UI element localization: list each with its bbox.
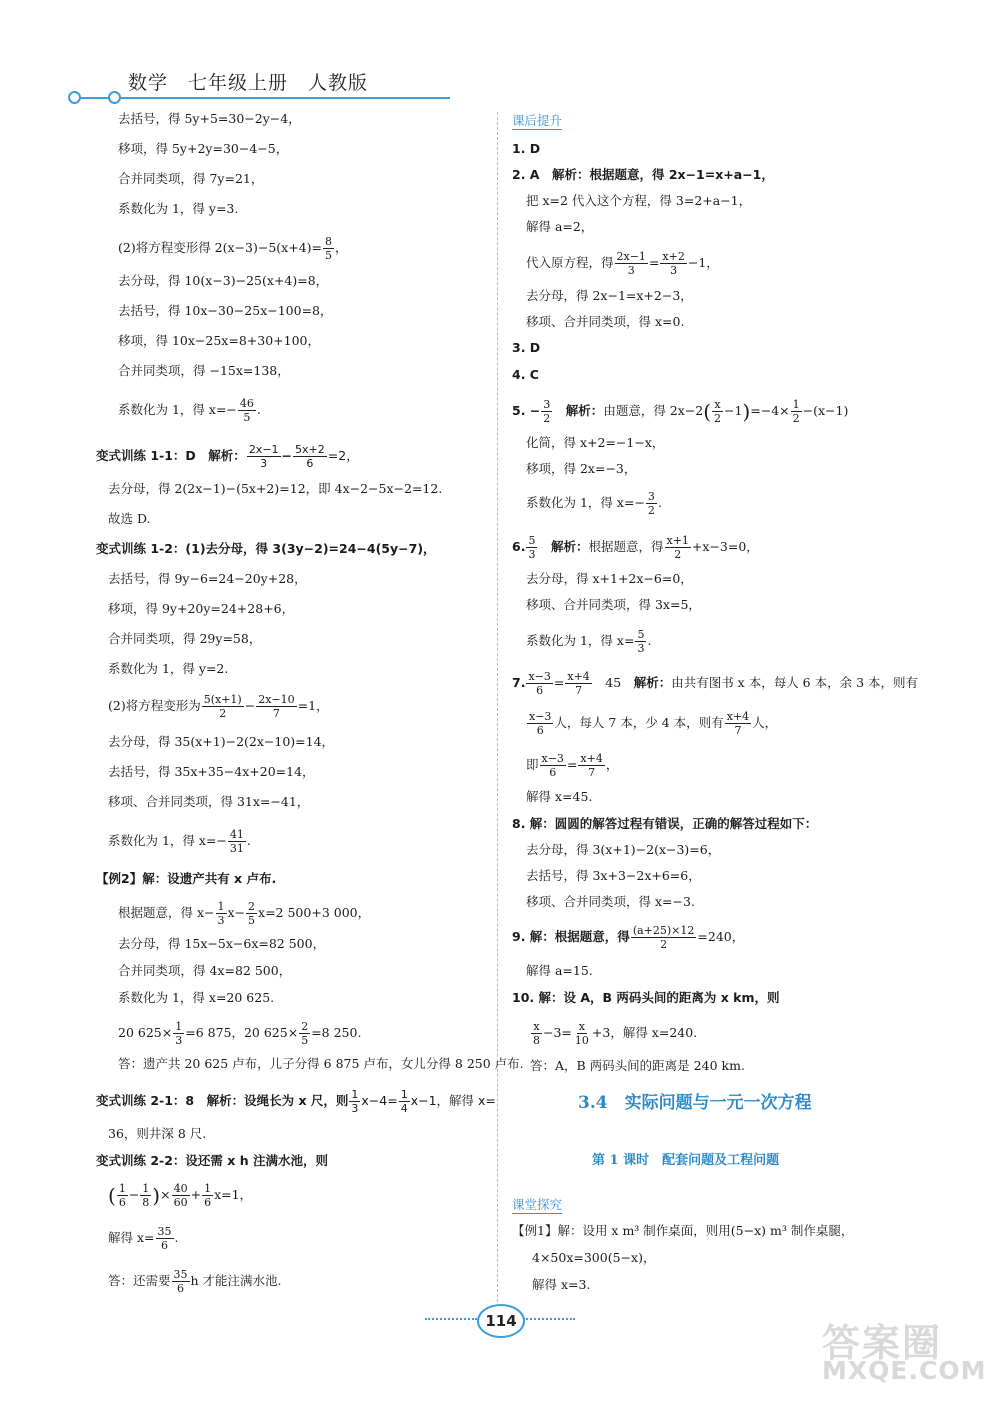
line: 系数化为 1，得 x=20 625. — [118, 990, 275, 1005]
line: 去括号，得 10x−30−25x−100=8， — [118, 303, 333, 318]
line: 根据题意，得 x− $\frac{1}{3}$ x− $\frac{2}{5}$ x=2 500+3 000， — [118, 900, 371, 927]
line: 20 625× $\frac{1}{3}$ =6 875，20 625× $\frac{2}{5}$ =8 250. — [118, 1020, 362, 1047]
page-number: 114 — [477, 1304, 525, 1338]
text: 系数化为 1，得 x= — [526, 633, 635, 648]
line: 去括号，得 35x+35−4x+20=14， — [108, 764, 315, 779]
line: 7. $\frac{x-3}{6}$ = $\frac{x+4}{7}$ 45 解析：由共有图书 x 本，每人 6 本，余 3 本，则有 — [512, 670, 918, 697]
text: 代入原方程，得 — [526, 255, 614, 270]
line: 变式训练 2-2：设还需 x h 注满水池，则 — [96, 1153, 328, 1168]
text: 5. − — [512, 403, 541, 418]
line: 合并同类项，得 29y=58， — [108, 631, 262, 646]
line: 去分母，得 2x−1=x+2−3， — [526, 288, 693, 303]
footer-dots-right — [523, 1318, 575, 1320]
line: 系数化为 1，得 y=3. — [118, 201, 239, 216]
footer-dots-left — [425, 1318, 477, 1320]
text: 答：还需要 — [108, 1273, 171, 1288]
line: 系数化为 1，得 y=2. — [108, 661, 229, 676]
section-title: 3.4 实际问题与一元一次方程 — [578, 1093, 812, 1113]
line: 变式训练 2-1：8 解析：设绳长为 x 尺，则 $\frac{1}{3}$ x−4= $\frac{1}{4}$ x−1，解得 x= — [96, 1088, 496, 1115]
line: 去分母，得 2(2x−1)−(5x+2)=12，即 4x−2−5x−2=12. — [108, 481, 443, 496]
line: 10. 解：设 A，B 两码头间的距离为 x km，则 — [512, 990, 780, 1005]
line: 移项，得 2x=−3， — [526, 461, 637, 476]
line: 8. 解：圆圆的解答过程有错误，正确的解答过程如下： — [512, 816, 818, 831]
section-tag: 课后提升 — [512, 113, 563, 128]
line: 变式训练 1-2：(1)去分母，得 3(3y−2)=24−4(5y−7)， — [96, 541, 436, 556]
line: 1. D — [512, 141, 541, 156]
line: 36，则井深 8 尺. — [108, 1126, 207, 1141]
text: 变式训练 2-1：8 解析：设绳长为 x 尺，则 — [96, 1093, 349, 1108]
watermark-top: 答案圈 — [822, 1321, 943, 1365]
line: 去括号，得 5y+5=30−2y−4， — [118, 111, 301, 126]
line: 化简，得 x+2=−1−x， — [526, 435, 665, 450]
text: 系数化为 1，得 x=− — [526, 495, 645, 510]
line: 系数化为 1，得 x=− $\frac{41}{31}$ . — [108, 828, 251, 855]
line: 4×50x=300(5−x)， — [532, 1250, 656, 1265]
text: 系数化为 1，得 x=− — [118, 402, 237, 417]
line: 3. D — [512, 340, 541, 355]
text: 根据题意，得 x− — [118, 905, 215, 920]
watermark — [822, 1312, 987, 1385]
line: 移项、合并同类项，得 31x=−41， — [108, 794, 310, 809]
line: 6. $\frac{5}{3}$ 解析：根据题意，得 $\frac{x+1}{2}$ +x−3=0， — [512, 534, 759, 561]
line: 答：A，B 两码头间的距离是 240 km. — [530, 1058, 745, 1073]
line: 系数化为 1，得 x=− $\frac{3}{2}$ . — [526, 490, 662, 517]
line: 解得 a=15. — [526, 963, 593, 978]
line: 去分母，得 15x−5x−6x=82 500， — [118, 936, 326, 951]
line: 移项，得 10x−25x=8+30+100， — [118, 333, 320, 348]
watermark-bottom: MXQE.COM — [822, 1356, 987, 1385]
column-divider — [497, 112, 498, 1302]
line: 去分母，得 35(x+1)−2(2x−10)=14， — [108, 734, 335, 749]
lesson-title: 第 1 课时 配套问题及工程问题 — [592, 1153, 780, 1168]
line: 代入原方程，得 $\frac{2x-1}{3}$ = $\frac{x+2}{3}$ −1， — [526, 250, 719, 277]
line: 去分母，得 3(x+1)−2(x−3)=6， — [526, 842, 721, 857]
line: 5. − $\frac{3}{2}$ 解析：由题意，得 2x−2( $\frac{x}{2}$ −1)=−4× $\frac{1}{2}$ −(x−1) — [512, 398, 849, 425]
line: ( $\frac{1}{6}$ − $\frac{1}{8}$ )× $\frac{40}{60}$ + $\frac{1}{6}$ x=1， — [108, 1182, 253, 1209]
line: 去分母，得 10(x−3)−25(x+4)=8， — [118, 273, 329, 288]
line: 变式训练 1-1：D 解析： $\frac{2x-1}{3}$ − $\frac{5x+2}{6}$ =2， — [96, 443, 359, 470]
line: $\frac{x}{8}$ −3= $\frac{x}{10}$ +3，解得 x=240. — [533, 1020, 698, 1047]
line: 2. A 解析：根据题意，得 2x−1=x+a−1， — [512, 167, 774, 182]
text: 即 — [526, 757, 539, 772]
line: 把 x=2 代入这个方程，得 3=2+a−1， — [526, 193, 752, 208]
section-tag: 课堂探究 — [512, 1197, 563, 1212]
line: 解得 x=3. — [532, 1277, 591, 1292]
text: 解得 x= — [108, 1230, 155, 1245]
text: 6. — [512, 539, 526, 554]
line: 4. C — [512, 367, 539, 382]
line: 去括号，得 9y−6=24−20y+28， — [108, 571, 307, 586]
line: 合并同类项，得 −15x=138， — [118, 363, 290, 378]
line: 答：还需要 $\frac{35}{6}$ h 才能注满水池. — [108, 1268, 282, 1295]
header-dot-right — [108, 91, 121, 104]
text: (2)将方程变形得 2(x−3)−5(x+4)= — [118, 240, 322, 255]
line: 解得 x=45. — [526, 789, 593, 804]
page-number-footer — [425, 1300, 575, 1340]
line: 9. 解：根据题意，得 $\frac{(a+25)\times 12}{2}$ =240， — [512, 924, 745, 951]
line: 答：遗产共 20 625 卢布，儿子分得 6 875 卢布，女儿分得 8 250 卢布. — [118, 1056, 524, 1071]
line: 【例2】解：设遗产共有 x 卢布. — [96, 871, 277, 886]
header-dot-left — [68, 91, 81, 104]
line: 合并同类项，得 4x=82 500， — [118, 963, 292, 978]
line: 解得 x= $\frac{35}{6}$ . — [108, 1225, 179, 1252]
text: 20 625× — [118, 1025, 173, 1040]
line: (2)将方程变形为 $\frac{5(x+1)}{2}$ − $\frac{2x-10}{7}$ =1， — [108, 693, 329, 720]
text: 系数化为 1，得 x=− — [108, 833, 227, 848]
header-title: 数学 七年级上册 人教版 — [128, 72, 369, 94]
line: 移项、合并同类项，得 x=0. — [526, 314, 685, 329]
header-rule — [70, 97, 450, 99]
line: 去括号，得 3x+3−2x+6=6， — [526, 868, 701, 883]
text: (2)将方程变形为 — [108, 698, 201, 713]
line: 移项，得 9y+20y=24+28+6， — [108, 601, 295, 616]
line: 系数化为 1，得 x=− $\frac{46}{5}$ . — [118, 397, 261, 424]
line: 【例1】解：设用 x m³ 制作桌面，则用(5−x) m³ 制作桌腿， — [512, 1223, 854, 1238]
line: 移项、合并同类项，得 x=−3. — [526, 894, 695, 909]
line: (2)将方程变形得 2(x−3)−5(x+4)= $\frac{8}{5}$ ， — [118, 235, 348, 262]
line: 合并同类项，得 7y=21， — [118, 171, 264, 186]
line: 即 $\frac{x-3}{6}$ = $\frac{x+4}{7}$ ， — [526, 752, 619, 779]
line: 故选 D. — [108, 511, 151, 526]
text: h 才能注满水池. — [190, 1273, 282, 1288]
line: $\frac{x-3}{6}$ 人，每人 7 本，少 4 本，则有 $\frac{x+4}{7}$ 人， — [529, 710, 778, 737]
line: 移项、合并同类项，得 3x=5， — [526, 597, 701, 612]
line: 移项，得 5y+2y=30−4−5， — [118, 141, 289, 156]
line: 去分母，得 x+1+2x−6=0， — [526, 571, 693, 586]
line: 系数化为 1，得 x= $\frac{5}{3}$ . — [526, 628, 652, 655]
text: 7. — [512, 675, 526, 690]
text: 9. 解：根据题意，得 — [512, 929, 630, 944]
line: 解得 a=2， — [526, 219, 594, 234]
text: 变式训练 1-1：D 解析： — [96, 448, 246, 463]
